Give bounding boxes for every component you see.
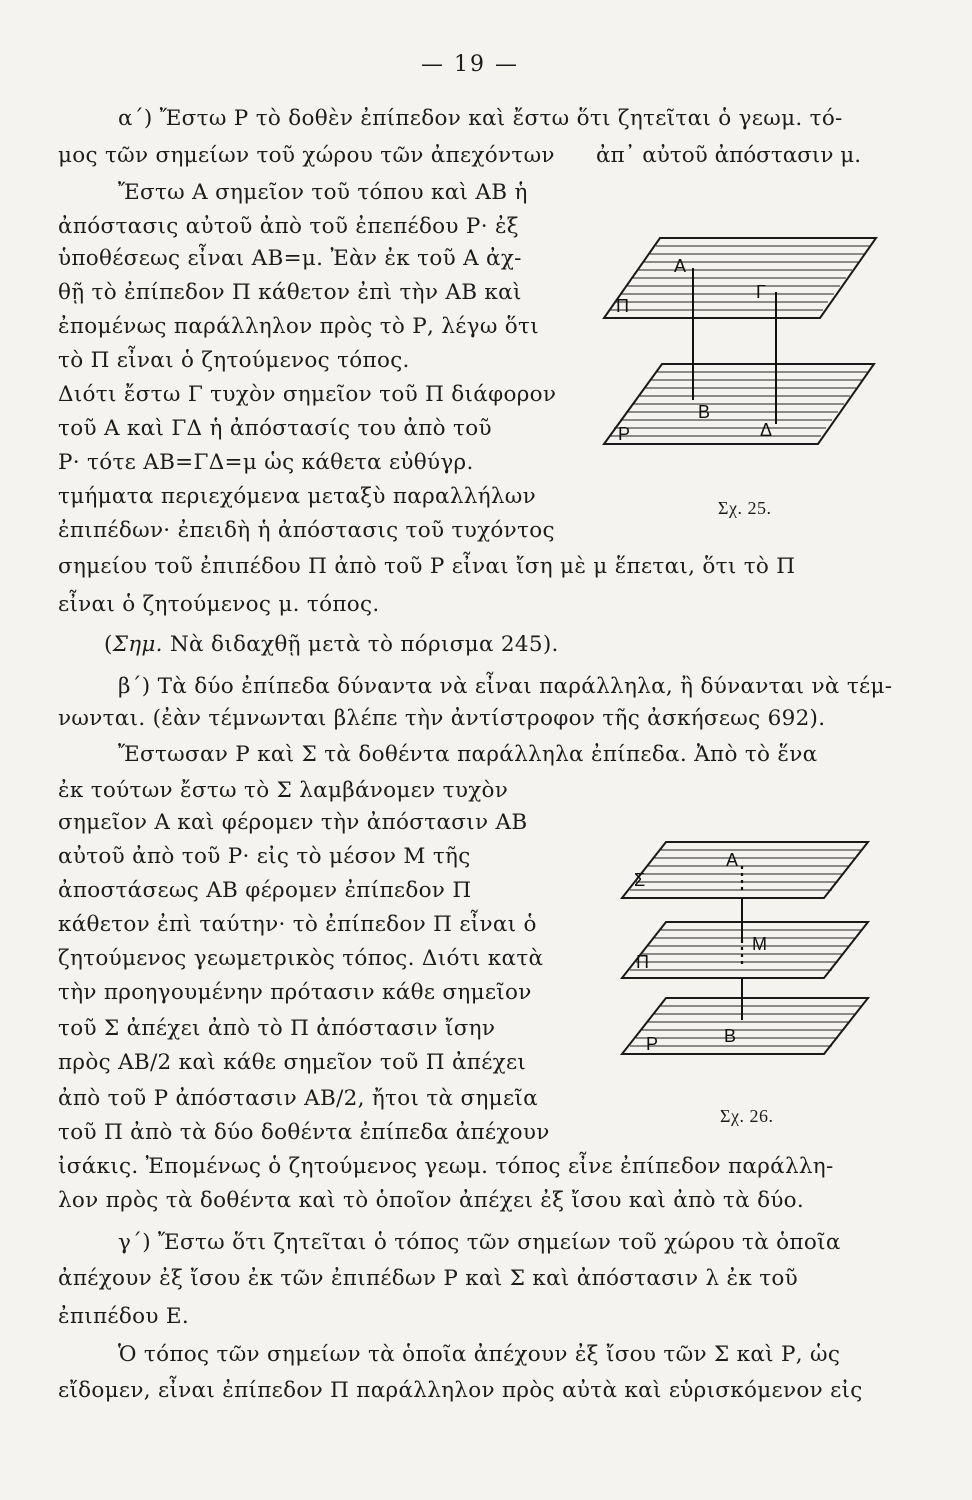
plane-rho [604,364,874,444]
text-line: πρὸς ΑΒ/2 καὶ κάθε σημεῖον τοῦ Π ἀπέχει [58,1050,527,1075]
label-rho: Ρ [618,424,631,444]
text-line: ἐκ τούτων ἔστω τὸ Σ λαμβάνομεν τυχὸν [58,778,509,803]
text-line: κάθετον ἐπὶ ταύτην· τὸ ἐπίπεδον Π εἶναι ὁ [58,912,537,937]
text-line: εἶναι ὁ ζητούμενος μ. τόπος. [58,592,380,617]
text-line: ἀπ᾿ αὐτοῦ ἀπόστασιν μ. [596,143,862,168]
text-line: σημείου τοῦ ἐπιπέδου Π ἀπὸ τοῦ Ρ εἶναι ἴση μὲ μ ἕπεται, ὅτι τὸ Π [58,554,796,579]
text-line: β΄) Τὰ δύο ἐπίπεδα δύναντα νὰ εἶναι παράλληλα, ἢ δύνανται νὰ τέμ- [118,674,893,699]
plane-pi [604,238,876,318]
figure-25-caption: Σχ. 25. [718,498,772,518]
label-b: Β [698,402,711,422]
text-line: ὑποθέσεως εἶναι ΑΒ=μ. Ἐὰν ἐκ τοῦ Α ἀχ- [58,246,522,271]
text-line: θῇ τὸ ἐπίπεδον Π κάθετον ἐπὶ τὴν ΑΒ καὶ [58,280,522,305]
text-line: τοῦ Π ἀπὸ τὰ δύο δοθέντα ἐπίπεδα ἀπέχουν [58,1120,550,1145]
text-line: Ρ· τότε ΑΒ=ΓΔ=μ ὡς κάθετα εὐθύγρ. [58,450,474,475]
text-line: α΄) Ἔστω Ρ τὸ δοθὲν ἐπίπεδον καὶ ἔστω ὅτι ζητεῖται ὁ γεωμ. τό- [118,106,843,131]
text-line: ἐπομένως παράλληλον πρὸς τὸ Ρ, λέγω ὅτι [58,314,539,339]
label-a: Α [674,256,687,276]
figure-25 [600,220,880,480]
text-line: ἀπέχουν ἐξ ἴσου ἐκ τῶν ἐπιπέδων Ρ καὶ Σ καὶ ἀπόστασιν λ ἐκ τοῦ [58,1266,799,1291]
label-g: Γ [756,282,766,302]
text-line: Ἔστωσαν Ρ καὶ Σ τὰ δοθέντα παράλληλα ἐπίπεδα. Ἀπὸ τὸ ἕνα [118,742,818,767]
text-line: ἀπὸ τοῦ Ρ ἀπόστασιν ΑΒ/2, ἤτοι τὰ σημεῖα [58,1086,538,1111]
text-line: Διότι ἔστω Γ τυχὸν σημεῖον τοῦ Π διάφορον [58,382,557,407]
text-line: Ὁ τόπος τῶν σημείων τὰ ὁποῖα ἀπέχουν ἐξ ἴσου τῶν Σ καὶ Ρ, ὡς [118,1342,841,1367]
note-text: Νὰ διδαχθῇ μετὰ τὸ πόρισμα 245). [169,632,559,657]
text-line: τὴν προηγουμένην πρότασιν κάθε σημεῖον [58,980,532,1005]
text-line: τοῦ Σ ἀπέχει ἀπὸ τὸ Π ἀπόστασιν ἴσην [58,1016,496,1041]
plane-sigma [622,842,868,898]
plane-rho [622,998,868,1054]
text-line: ἰσάκις. Ἐπομένως ὁ ζητούμενος γεωμ. τόπος εἶνε ἐπίπεδον παράλλη- [58,1154,834,1179]
label-a: Α [726,850,739,870]
figure-26 [612,828,882,1078]
text-line: ἐπιπέδου Ε. [58,1304,189,1329]
text-line: ἀποστάσεως ΑΒ φέρομεν ἐπίπεδον Π [58,878,472,903]
text-line: αὐτοῦ ἀπὸ τοῦ Ρ· εἰς τὸ μέσον Μ τῆς [58,844,471,869]
label-rho: Ρ [646,1034,659,1054]
label-b: Β [724,1026,737,1046]
text-line: τοῦ Α καὶ ΓΔ ἡ ἀπόστασίς του ἀπὸ τοῦ [58,416,492,441]
page-number: — 19 — [421,52,519,77]
plane-pi [622,922,868,978]
text-line: εἴδομεν, εἶναι ἐπίπεδον Π παράλληλον πρὸς αὐτὰ καὶ εὑρισκόμενον εἰς [58,1378,863,1403]
label-sigma: Σ [634,870,646,890]
text-line: νωνται. (ἐὰν τέμνωνται βλέπε τὴν ἀντίστροφον τῆς ἀσκήσεως 692). [58,706,826,731]
label-pi: Π [616,296,629,316]
text-line: τμήματα περιεχόμενα μεταξὺ παραλλήλων [58,484,537,509]
text-line: μος τῶν σημείων τοῦ χώρου τῶν ἀπεχόντων [58,143,555,168]
figure-26-caption: Σχ. 26. [720,1106,774,1126]
text-line: ἐπιπέδων· ἐπειδὴ ἡ ἀπόστασις τοῦ τυχόντος [58,518,555,543]
label-d: Δ [760,420,773,440]
note-line: (Σημ. Νὰ διδαχθῇ μετὰ τὸ πόρισμα 245). [104,632,559,657]
text-line: ἀπόστασις αὐτοῦ ἀπὸ τοῦ ἐπεπέδου Ρ· ἐξ [58,214,519,239]
text-line: λον πρὸς τὰ δοθέντα καὶ τὸ ὁποῖον ἀπέχει ἐξ ἴσου καὶ ἀπὸ τὰ δύο. [58,1188,805,1213]
text-line: τὸ Π εἶναι ὁ ζητούμενος τόπος. [58,348,410,373]
label-m: Μ [752,934,767,954]
note-label: Σημ. [112,632,163,657]
text-line: σημεῖον Α καὶ φέρομεν τὴν ἀπόστασιν ΑΒ [58,810,528,835]
text-line: Ἔστω Α σημεῖον τοῦ τόπου καὶ ΑΒ ἡ [118,180,528,205]
label-pi: Π [636,952,649,972]
text-line: ζητούμενος γεωμετρικὸς τόπος. Διότι κατὰ [58,946,544,971]
text-line: γ΄) Ἔστω ὅτι ζητεῖται ὁ τόπος τῶν σημείων τοῦ χώρου τὰ ὁποῖα [118,1230,841,1255]
